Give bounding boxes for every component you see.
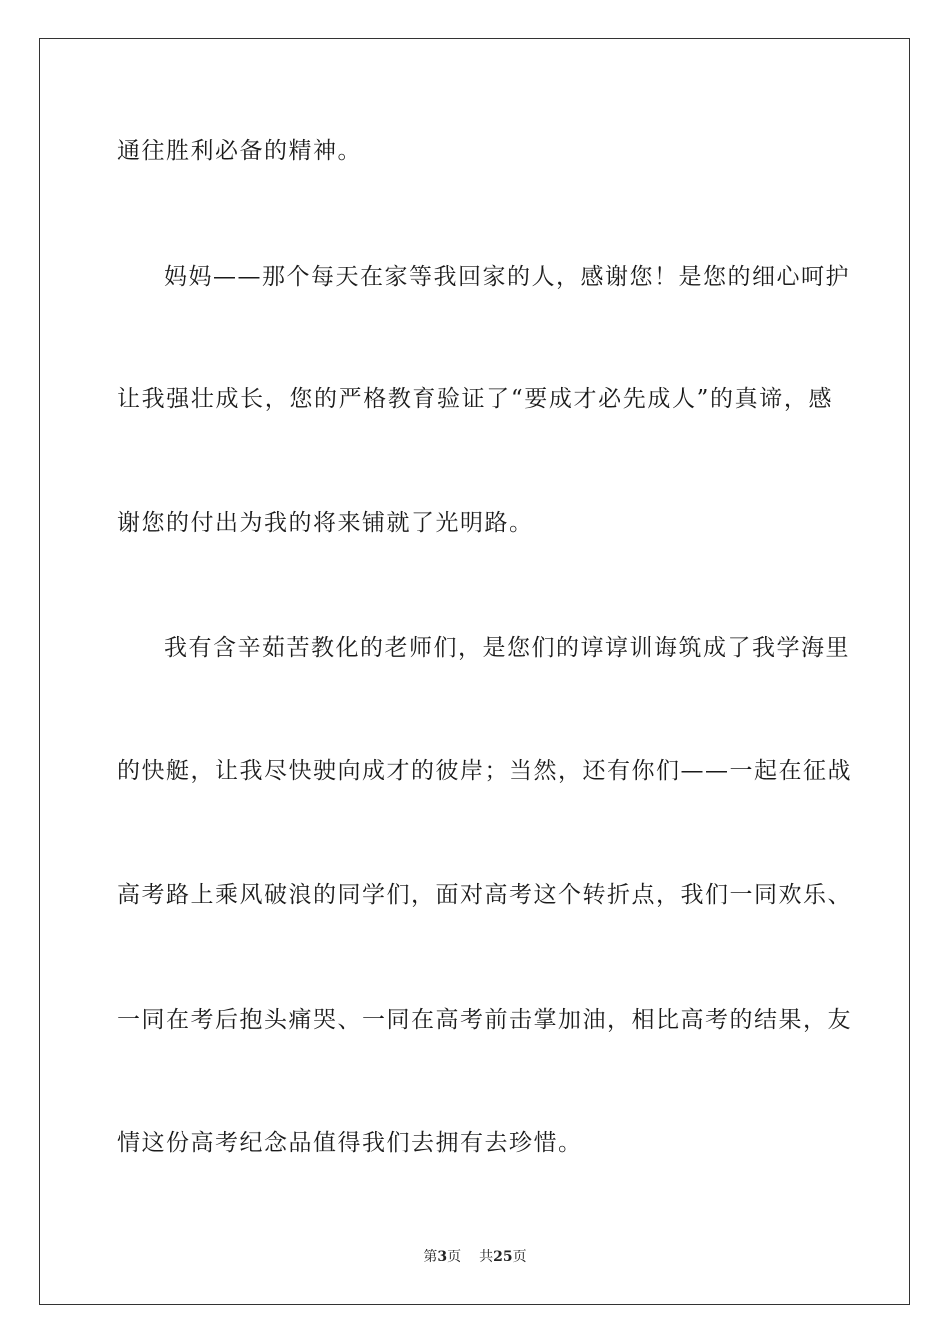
- text-line-8: 一同在考后抱头痛哭、一同在高考前击掌加油，相比高考的结果，友: [117, 1007, 852, 1033]
- page-prefix: 第: [423, 1249, 438, 1265]
- text-line-3: 让我强壮成长，您的严格教育验证了“要成才必先成人”的真谛，感: [117, 386, 833, 412]
- page-number: 3: [437, 1249, 448, 1265]
- page-footer: [0, 1247, 950, 1267]
- text-line-7: 高考路上乘风破浪的同学们，面对高考这个转折点，我们一同欢乐、: [117, 882, 852, 908]
- text-line-5: 我有含辛茹苦教化的老师们，是您们的谆谆训诲筑成了我学海里: [164, 635, 850, 661]
- total-suffix: 页: [512, 1249, 527, 1265]
- page-border: [39, 38, 910, 1305]
- text-line-6: 的快艇，让我尽快驶向成才的彼岸；当然，还有你们——一起在征战: [117, 758, 852, 784]
- text-line-1: 通往胜利必备的精神。: [117, 138, 362, 164]
- text-line-9: 情这份高考纪念品值得我们去拥有去珍惜。: [117, 1130, 583, 1156]
- total-prefix: 共: [479, 1249, 494, 1265]
- page-suffix: 页: [447, 1249, 462, 1265]
- total-pages: 25: [493, 1249, 513, 1265]
- text-line-2: 妈妈——那个每天在家等我回家的人，感谢您！是您的细心呵护: [164, 264, 850, 290]
- text-line-4: 谢您的付出为我的将来铺就了光明路。: [117, 510, 534, 536]
